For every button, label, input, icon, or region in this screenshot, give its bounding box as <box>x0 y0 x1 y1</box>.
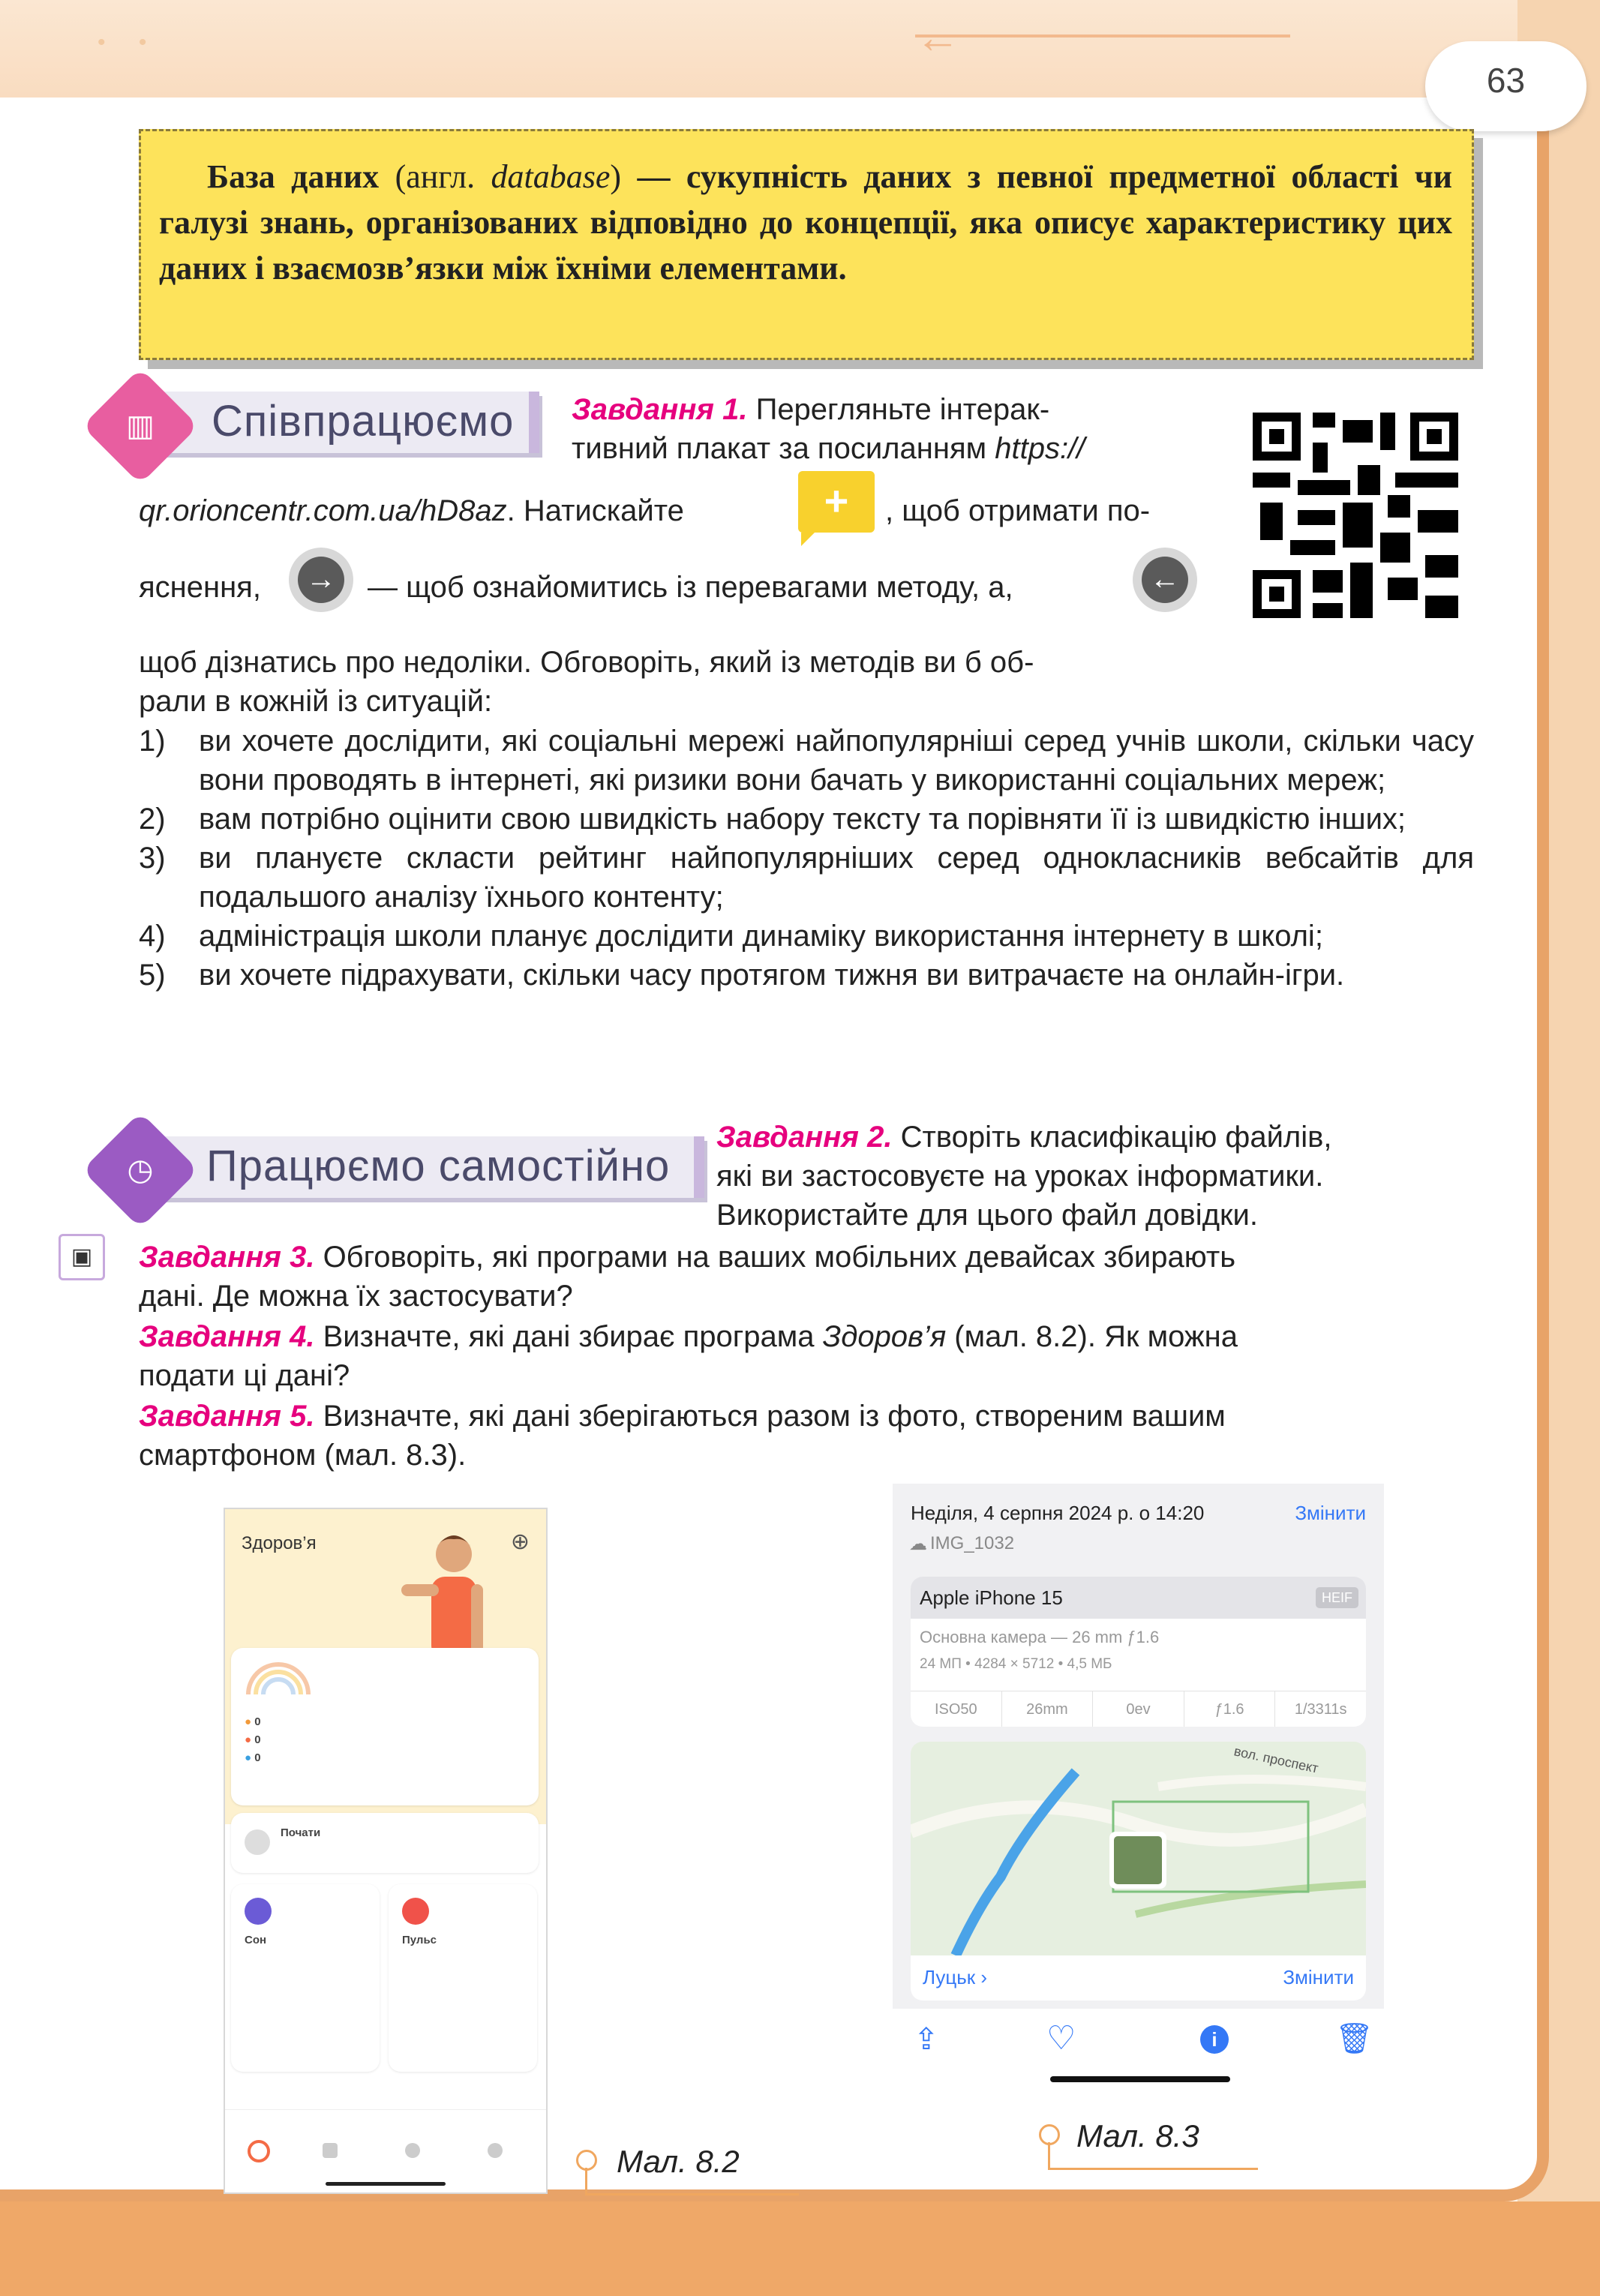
edit-location-link[interactable]: Змінити <box>1283 1966 1354 1988</box>
camera-lens: Основна камера — 26 mm ƒ1.6 <box>920 1628 1160 1646</box>
task4-line2: подати ці дані? <box>139 1359 350 1392</box>
trash-icon[interactable]: 🗑 <box>1335 2022 1373 2055</box>
task4-label: Завдання 4. <box>139 1320 315 1353</box>
presentation-icon: ▥ <box>126 410 155 443</box>
health-sleep-card[interactable]: Сон <box>231 1884 380 2072</box>
info-icon[interactable]: i <box>1200 2025 1229 2054</box>
task1-line4: — щоб ознайомитись із перевагами методу, а, <box>368 571 1013 604</box>
task1-line4-start: яснення, <box>139 571 261 604</box>
definition-text: База даних (англ. database) — сукупність даних з певної предметної області чи галузі знань, організованих відповідно до концепції, яка описує характеристику цих даних і взаємозв’язки між їхніми елементами. <box>159 158 1453 287</box>
task1-link-end[interactable]: qr.orioncentr.com.ua/hD8az <box>139 494 507 527</box>
photo-date: Неділя, 4 серпня 2024 р. о 14:20 <box>911 1502 1205 1524</box>
heart-icon[interactable]: ♡ <box>1046 2020 1076 2057</box>
section-title-cooperate: Співпрацюємо <box>212 397 515 446</box>
task3-line2: дані. Де можна їх застосувати? <box>139 1280 573 1313</box>
task1-line1: Завдання 1. Перегляньте інтерак- <box>572 393 1050 426</box>
camera-info-card <box>911 1577 1366 1727</box>
nav-health-icon[interactable] <box>248 2140 270 2162</box>
location-map[interactable] <box>911 1742 1366 1955</box>
photo-filename: IMG_1032 <box>930 1533 1015 1553</box>
task2-label: Завдання 2. <box>716 1121 893 1154</box>
task1-line5: щоб дізнатись про недоліки. Обговоріть, який із методів ви б об- <box>139 646 1034 679</box>
qr-code-icon[interactable] <box>1253 413 1458 618</box>
task1-list <box>139 722 1474 995</box>
qr-scan-icon[interactable]: ▣ <box>59 1234 105 1280</box>
task1-label: Завдання 1. <box>572 393 748 426</box>
decor-arrow-icon: ← <box>915 12 960 62</box>
nav-workout-icon[interactable] <box>323 2143 338 2158</box>
activity-rings-icon <box>245 1658 312 1696</box>
format-badge: HEIF <box>1316 1587 1358 1608</box>
task5-line1: Завдання 5. Визначте, які дані зберігаються разом із фото, створеним вашим <box>139 1400 1226 1433</box>
edit-date-link[interactable]: Змінити <box>1295 1502 1366 1524</box>
task3-line1: Завдання 3. Обговоріть, які програми на ваших мобільних девайсах збирають <box>139 1241 1236 1274</box>
top-band <box>0 0 1600 98</box>
health-activity-card: ● 0 ● 0 ● 0 <box>231 1648 539 1805</box>
task1-line3-tail: , щоб отримати по- <box>885 494 1151 527</box>
device-name: Apple iPhone 15 <box>920 1586 1063 1609</box>
arrow-right-icon: → <box>289 548 353 612</box>
arrow-left-icon: ← <box>1133 548 1197 612</box>
decor-dots: • • <box>98 30 161 55</box>
location-footer <box>911 1955 1366 2000</box>
cloud-icon: ☁ <box>909 1534 927 1554</box>
sleep-icon <box>245 1898 272 1925</box>
list-item: 5) ви хочете підрахувати, скільки часу протягом тижня ви витрачаєте на онлайн-ігри. <box>139 959 1345 992</box>
list-item: 4) адміністрація школи планує дослідити динаміку використання інтернету в школі; <box>139 920 1323 953</box>
task2-line3: Використайте для цього файл довідки. <box>716 1199 1258 1232</box>
section-title-independent: Працюємо самостійно <box>206 1142 671 1190</box>
list-item: 2) вам потрібно оцінити свою швидкість набору тексту та порівняти її із швидкістю інших; <box>139 803 1406 836</box>
heart-icon <box>402 1898 429 1925</box>
exif-row: ISO50 26mm 0ev ƒ1.6 1/3311s <box>911 1691 1366 1727</box>
home-indicator <box>326 2182 446 2186</box>
add-icon[interactable]: ⊕ <box>510 1529 530 1554</box>
task1-line2: тивний плакат за посиланням https:// <box>572 432 1085 465</box>
figure-photo-info <box>893 1484 1384 2087</box>
figure-caption-8-2: Мал. 8.2 <box>617 2144 740 2179</box>
task5-label: Завдання 5. <box>139 1400 315 1433</box>
definition-term-en: database <box>491 158 611 195</box>
task1-line6: рали в кожній із ситуацій: <box>139 685 493 718</box>
definition-body: — сукупність даних з певної предметної області чи галузі знань, організованих відповідно до концепції, яка описує характеристику цих даних і взаємозв’язки між їхніми елементами. <box>159 158 1453 287</box>
plus-button-icon: + <box>798 471 875 533</box>
health-bottom-nav <box>225 2109 546 2192</box>
home-indicator <box>1050 2076 1230 2082</box>
task1-link-start[interactable]: https:// <box>995 432 1085 465</box>
definition-term: База даних <box>207 158 380 195</box>
page-number: 63 <box>1486 61 1526 100</box>
street-label: вол. проспект <box>1232 1743 1320 1776</box>
user-icon <box>245 1829 270 1855</box>
share-icon[interactable]: ⇪ <box>914 2023 939 2056</box>
task2-line2: які ви застосовуєте на уроках інформатики. <box>716 1160 1324 1193</box>
task2-line1: Завдання 2. Створіть класифікацію файлів, <box>716 1121 1332 1154</box>
definition-box <box>139 129 1474 360</box>
health-app-title: Здоров’я <box>242 1533 317 1553</box>
image-details: 24 МП • 4284 × 5712 • 4,5 МБ <box>920 1656 1112 1672</box>
task1-line3: qr.orioncentr.com.ua/hD8az. Натискайте <box>139 494 684 527</box>
decor-line <box>915 35 1290 38</box>
figure-health-app <box>224 1508 548 2194</box>
figure-caption-8-3: Мал. 8.3 <box>1076 2118 1199 2153</box>
clock-icon: ◷ <box>127 1154 154 1187</box>
task3-label: Завдання 3. <box>139 1241 315 1274</box>
nav-profile-icon[interactable] <box>488 2143 503 2158</box>
health-start-card[interactable]: Почати <box>231 1813 539 1873</box>
nav-device-icon[interactable] <box>405 2143 420 2158</box>
list-item: 3) ви плануєте скласти рейтинг найпопулярніших серед однокласників вебсайтів для подальшого аналізу їхнього контенту; <box>139 842 1474 914</box>
city-link[interactable]: Луцьк › <box>923 1966 988 1988</box>
list-item: 1) ви хочете дослідити, які соціальні мережі найпопулярніші серед учнів школи, скільки часу вони проводять в інтернеті, які ризики вони бачать у використанні соціальних мереж; <box>139 725 1474 797</box>
health-pulse-card[interactable]: Пульс <box>389 1884 537 2072</box>
bottom-band <box>0 2201 1600 2296</box>
task5-line2: смартфоном (мал. 8.3). <box>139 1439 467 1472</box>
task4-line1: Завдання 4. Визначте, які дані збирає програма Здоров’я (мал. 8.2). Як можна <box>139 1320 1238 1353</box>
